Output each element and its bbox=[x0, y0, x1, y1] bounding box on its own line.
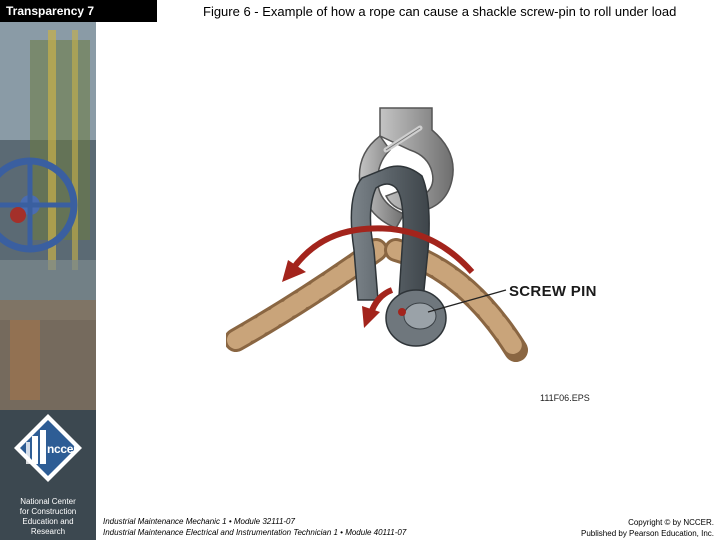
org-name bbox=[4, 497, 92, 537]
module-lines bbox=[103, 516, 406, 538]
copyright bbox=[581, 517, 714, 539]
org-name-line: Education and bbox=[22, 517, 74, 526]
org-name-line: Research bbox=[30, 527, 66, 536]
page-title: Figure 6 - Example of how a rope can cause a shackle screw-pin to roll under load bbox=[203, 4, 677, 19]
logo-text: nccer bbox=[47, 442, 78, 456]
module-line: Industrial Maintenance Mechanic 1 • Module 32111-07 bbox=[103, 517, 295, 526]
transparency-label: Transparency 7 bbox=[0, 0, 157, 22]
copyright-line: Copyright © by NCCER. bbox=[628, 518, 714, 527]
file-label: 111F06.EPS bbox=[540, 393, 590, 403]
module-line: Industrial Maintenance Electrical and Instrumentation Technician 1 • Module 40111-07 bbox=[103, 528, 407, 537]
pin-arrow-head bbox=[362, 306, 380, 328]
shackle-illustration bbox=[226, 100, 626, 410]
copyright-line: Published by Pearson Education, Inc. bbox=[581, 529, 714, 538]
org-name-line: for Construction bbox=[19, 507, 77, 516]
screw-pin-label: SCREW PIN bbox=[509, 283, 597, 300]
org-name-line: National Center bbox=[20, 497, 76, 506]
